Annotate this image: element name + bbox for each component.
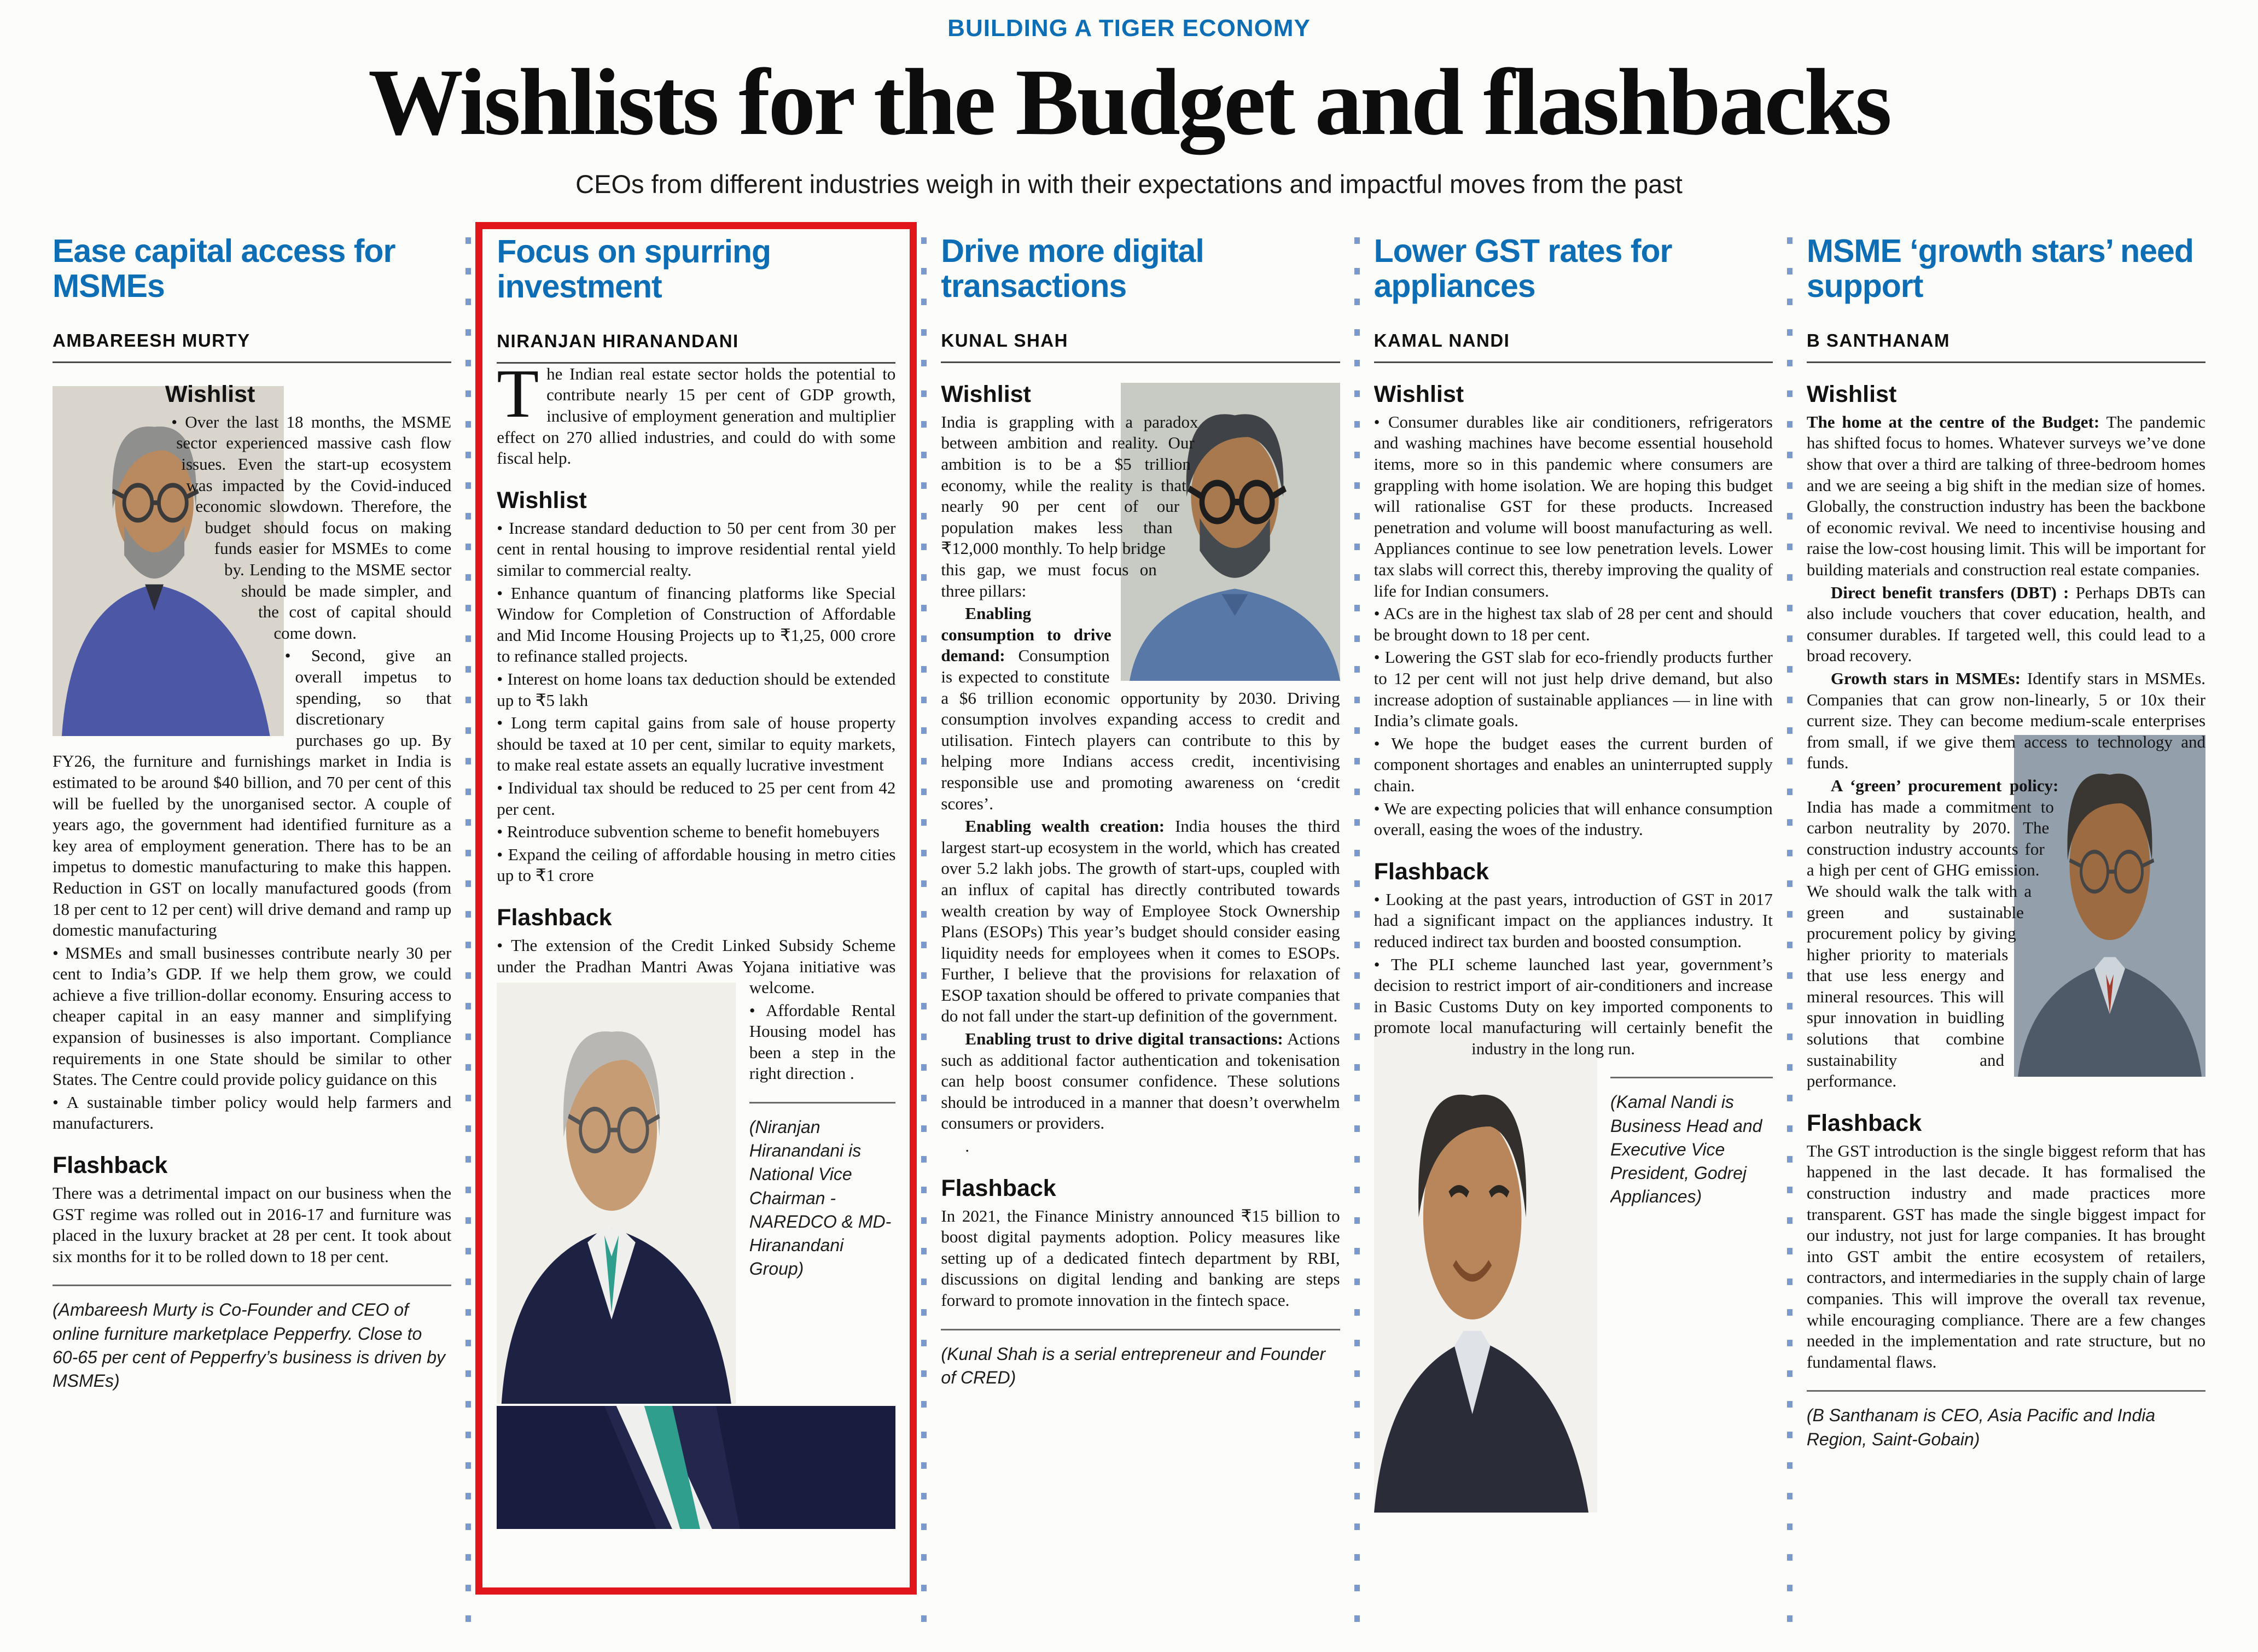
wishlist-item: • Increase standard deduction to 50 per cent from 30 per cent in rental housing to improve residential rental yield similar to commercial realty. (497, 518, 896, 580)
wishlist-paragraph (1807, 412, 2205, 581)
flashback-item (497, 935, 895, 999)
byline: NIRANJAN HIRANANDANI (497, 332, 895, 364)
intro-paragraph: The Indian real estate sector holds the potential to contribute nearly 15 per cent of GDP growth, inclusive of employment generation and multiplier effect on 270 allied industries, and could do with some fiscal help. (497, 355, 896, 468)
flashback-text: The GST introduction is the single biggest reform that has happened in the last decade. It has formalised the construction industry and made practices more transparent. GST has made the single biggest impact for our industry, not just for large companies. It has brought into GST ambit the entire ecosystem of retailers, contractors, and intermediaries in the supply chain of large companies. This will improve the overall tax revenue, while encouraging compliance. There are a few changes needed in the implementation and rate structure, but no fundamental flaws. (1806, 1141, 2206, 1371)
byline: B SANTHANAM (1807, 331, 2205, 363)
wishlist-item: • Second, give an overall impetus to spending, so that discretionary purchases go up. By FY26, the furniture and furnishings market in India is estimated to be around $40 billion, and 70 per cent of this will be fuelled by the unorganised sector. A couple of years ago, the government had identified furniture as a key area of employment generation. There has to be an impetus to domestic manufacturing to make this happen. Reduction in GST on locally manufactured goods (from 18 per cent to 12 per cent) will drive demand and ramp up domestic manufacturing (53, 646, 452, 940)
flashback-label: Flashback (1374, 858, 1489, 885)
column-heading: MSME ‘growth stars’ need support (1806, 234, 2193, 304)
paragraph-lead: Enabling consumption to drive demand: (941, 604, 1111, 666)
paragraph-lead: Growth stars in MSMEs: (1830, 668, 2021, 688)
wishlist-item: • Long term capital gains from sale of house property should be taxed at 10 per cent, similar to equity markets, to make real estate assets an equally lucrative investment (497, 713, 896, 775)
paragraph-lead: The home at the centre of the Budget: (1806, 412, 2100, 431)
author-credit: (Niranjan Hiranandani is National Vice Chairman - NAREDCO & MD- Hiranandani Group) (749, 1102, 896, 1281)
niranjan-hiranandani-photo (497, 983, 736, 1404)
column-msme-growth-stars (1807, 234, 2205, 1626)
column-heading: Drive more digital transactions (941, 234, 1204, 304)
stray-period: . (965, 1136, 970, 1156)
page-header (0, 0, 2258, 200)
column-heading: Ease capital access for MSMEs (53, 234, 395, 304)
column-separator (1787, 237, 1793, 1626)
flashback-text-b: initiative was welcome. (749, 956, 896, 997)
flashback-text-b: manufacturing will certainly benefit the industry in the long run. (1471, 1018, 1773, 1058)
flashback-item: • Looking at the past years, introduction of GST in 2017 had a significant impact on the appliances industry. It reduced indirect tax burden and boosted consumption. (1374, 889, 1773, 951)
column-separator (1354, 237, 1360, 1626)
wishlist-item: • We are expecting policies that will enhance consumption overall, easing the woes of the industry. (1374, 798, 1773, 839)
wishlist-item: • Individual tax should be reduced to 25 per cent from 42 per cent. (497, 778, 896, 819)
wishlist-paragraph (1807, 668, 2205, 774)
author-credit: (B Santhanam is CEO, Asia Pacific and India Region, Saint-Gobain) (1807, 1390, 2205, 1451)
paragraph-text: India houses the third largest start-up ecosystem in the world, which has created over 5.2 lakh jobs. The growth of start-ups, coupled with an influx of capital has directly contributed towards wealth creation by way of Employee Stock Ownership Plans (ESOPs) This year’s budget should consider easing liquidity needs for employees when it comes to ESOPs. Further, I believe that the provisions for relaxation of ESOP taxation should be offered to private companies that do not fall under the start-up definition of the government. (941, 816, 1340, 1026)
flashback-label: Flashback (497, 904, 612, 931)
wishlist-paragraph (1807, 582, 2205, 667)
column-ease-capital (53, 234, 451, 1626)
paragraph-text: The pandemic has shifted focus to homes. Whatever surveys we’ve done show that over a third are talking of three-bedroom homes and we are seeing a big shift in the median size of homes. Globally, the construction industry has been the backbone of economic revival. We need to incentivise housing and raise the low-cost housing limit. This will be important for building materials and construction real estate companies. (1806, 412, 2206, 580)
page-subtitle: CEOs from different industries weigh in with their expectations and impactful moves from the past (575, 170, 1683, 199)
paragraph-text-b: them access to technology and funds. (1806, 732, 2206, 773)
niranjan-hiranandani-photo-lower (497, 1406, 895, 1529)
wishlist-item: • ACs are in the highest tax slab of 28 per cent and should be brought down to 18 per cent. (1374, 604, 1773, 644)
paragraph-text: India has made a commitment to carbon neutrality by 2070. The construction industry accounts for a high per cent of GHG emission. We should walk the talk with a green and sustainable procurement policy by giving higher priority to materials that use less energy and mineral resources. This will spur innovation in buidling solutions that combine sustainability and performance. (1806, 797, 2054, 1091)
column-digital-transactions (941, 234, 1340, 1626)
paragraph-lead: Enabling trust to drive digital transactions: (965, 1029, 1283, 1049)
wishlist-item: • Interest on home loans tax deduction should be extended up to ₹5 lakh (497, 669, 896, 710)
wishlist-item: • We hope the budget eases the current burden of component shortages and enables an uninterrupted supply chain. (1374, 733, 1773, 795)
page-title: Wishlists for the Budget and flashbacks (368, 49, 1890, 155)
author-credit: (Kamal Nandi is Business Head and Executive Vice President, Godrej Appliances) (1610, 1077, 1773, 1209)
author-credit: (Ambareesh Murty is Co-Founder and CEO of online furniture marketplace Pepperfry. Close to 60-65 per cent of Pepperfry’s business is driven by MSMEs) (53, 1285, 451, 1393)
kicker: BUILDING A TIGER ECONOMY (947, 15, 1311, 42)
flashback-text-a: • The PLI scheme launched last year, government’s decision to restrict import of air-conditioners and increase in Basic Customs Duty on key imported components to promote local (1374, 954, 1773, 1037)
paragraph-lead: Direct benefit transfers (DBT) : (1830, 582, 2069, 602)
wishlist-label: Wishlist (1374, 381, 1464, 407)
paragraph-lead: A ‘green’ procurement policy: (1830, 775, 2059, 795)
column-spurring-investment-highlighted (475, 222, 917, 1595)
column-heading: Lower GST rates for appliances (1374, 234, 1672, 304)
wishlist-paragraph: India is grappling with a paradox between ambition and reality. Our ambition is to be a $5 trillion economy, while the reality is that nearly 90 per cent of our population makes less than ₹12,000 monthly. To help bridge this gap, we must focus on three pillars: (941, 412, 1198, 600)
column-heading: Focus on spurring investment (497, 233, 771, 305)
byline: KUNAL SHAH (941, 331, 1340, 363)
flashback-text: In 2021, the Finance Ministry announced ₹15 billion to boost digital payments adoption. Policy measures like setting up of a dedicated fintech department by RBI, discussions on digital lending and banking are steps forward to promote innovation in the fintech space. (941, 1206, 1340, 1310)
column-separator (921, 237, 927, 1626)
wishlist-item: • Enhance quantum of financing platforms like Special Window for Completion of Construction of Affordable and Mid Income Housing Projects up to ₹1,25, 000 crore to refinance stalled projects. (497, 583, 896, 666)
byline: AMBAREESH MURTY (53, 331, 451, 363)
flashback-text-a: • The extension of the Credit Linked Subsidy Scheme under the Pradhan Mantri Awas Yojana (497, 935, 896, 976)
wishlist-item: • Over the last 18 months, the MSME sector experienced massive cash flow issues. Even the start-up ecosystem was impacted by the Covid-induced economic slowdown. Therefore, the budget should focus on making funds easier for MSMEs to come by. Lending to the MSME sector should be made simpler, and the cost of capital should come down. (171, 412, 452, 643)
wishlist-label: Wishlist (497, 487, 587, 513)
columns-container (53, 234, 2205, 1626)
wishlist-item: • Reintroduce subvention scheme to benefit homebuyers (497, 822, 880, 842)
wishlist-item: • A sustainable timber policy would help farmers and manufacturers. (53, 1092, 452, 1133)
wishlist-item: • MSMEs and small businesses contribute nearly 30 per cent to India’s GDP. If we help them grow, we could achieve a five trillion-dollar economy. Ensuring access to cheaper capital in an easy manner and simplifying expansion of businesses is also important. Compliance requirements in one State should be similar to other States. The Centre could provide policy guidance on this (53, 943, 452, 1089)
flashback-text: There was a detrimental impact on our business when the GST regime was rolled out in 2016-17 and furniture was placed in the luxury bracket at 28 per cent. It took about six months for it to be rolled down to 18 per cent. (53, 1183, 452, 1266)
wishlist-paragraph (941, 816, 1340, 1027)
wishlist-item: • Expand the ceiling of affordable housing in metro cities up to ₹1 crore (497, 844, 896, 885)
paragraph-text: Perhaps DBTs can also include vouchers that cover education, health, and consumer durables. If targeted well, this could lead to a broad recovery. (1806, 582, 2206, 666)
column-separator (465, 237, 471, 1626)
wishlist-label: Wishlist (165, 381, 255, 407)
flashback-item (1374, 954, 1773, 1060)
wishlist-label: Wishlist (941, 381, 1031, 407)
paragraph-text-a: Identify stars in MSMEs. Companies that can grow non-linearly, 5 or 10x their current size. They can become medium-scale enterprises from small, if we give (1806, 668, 2206, 751)
column-body (941, 383, 1340, 1390)
author-credit: (Kunal Shah is a serial entrepreneur and Founder of CRED) (941, 1329, 1340, 1390)
flashback-label: Flashback (53, 1152, 168, 1179)
flashback-label: Flashback (941, 1175, 1056, 1201)
paragraph-text: Actions such as additional factor authentication and tokenisation can help boost consumer confidence. These solutions should be introduced in a manner that doesn’t overwhelm consumers or providers. (941, 1029, 1340, 1133)
paragraph-text: Consumption is expected to constitute a $6 trillion economic opportunity by 2030. Driving consumption involves expanding access to credit and utilisation. Fintech players can contribute to this by helping more Indians access credit, incentivising responsible use and promoting awareness on ‘credit scores’. (941, 646, 1340, 813)
byline: KAMAL NANDI (1374, 331, 1773, 363)
wishlist-item: • Consumer durables like air conditioners, refrigerators and washing machines have become essential household items, more so in this pandemic where consumers are grappling with home isolation. We are hoping this budget will rationalise GST for these products. Increased penetration and volume will boost manufacturing as well. Appliances continue to see low penetration levels. Lower tax slabs will correct this, thereby improving the quality of life for Indian consumers. (1374, 412, 1773, 600)
flashback-label: Flashback (1806, 1110, 1922, 1136)
wishlist-label: Wishlist (1806, 381, 1897, 407)
column-lower-gst (1374, 234, 1773, 1626)
paragraph-lead: Enabling wealth creation: (965, 816, 1165, 836)
column-body (53, 383, 451, 1393)
kamal-nandi-photo (1374, 1020, 1597, 1513)
flashback-item: • Affordable Rental Housing model has been a step in the right direction . (749, 1000, 896, 1083)
wishlist-item: • Lowering the GST slab for eco-friendly products further to 12 per cent will not just help drive demand, but also increase adoption of sustainable appliances — in line with India’s climate goals. (1374, 647, 1773, 731)
wishlist-paragraph (941, 1029, 1340, 1134)
